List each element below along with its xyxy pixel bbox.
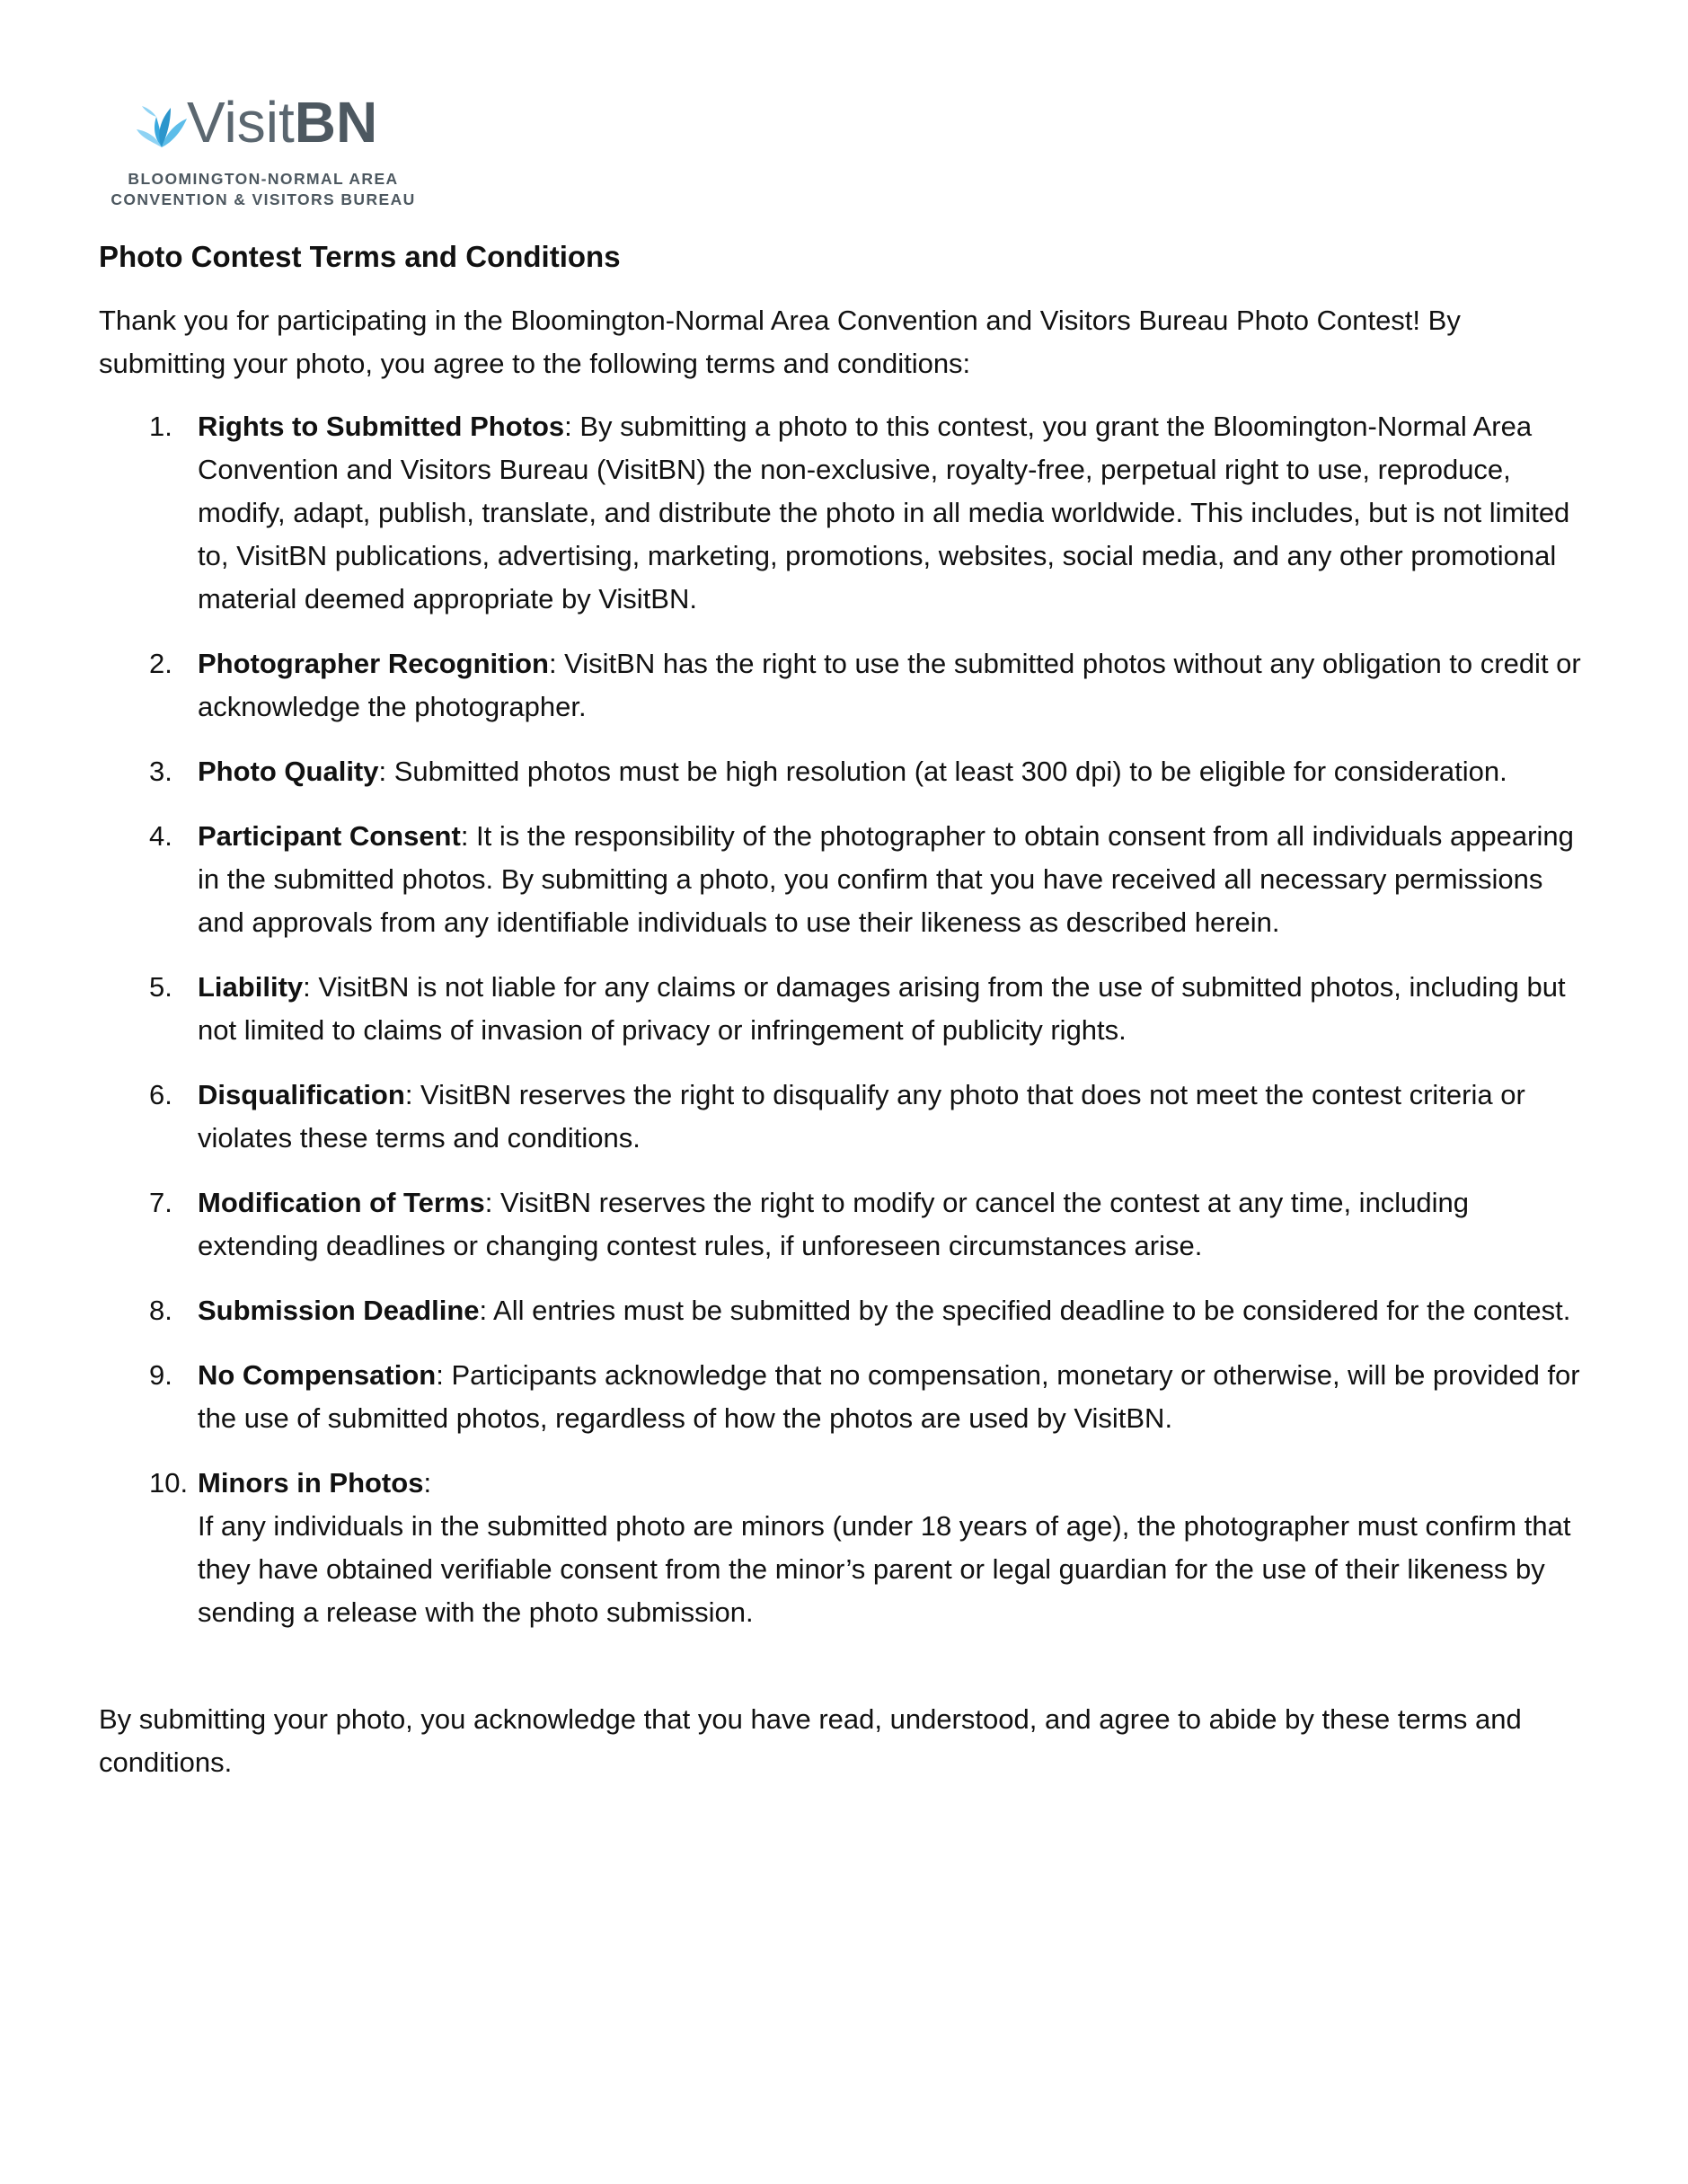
- term-heading: No Compensation: [198, 1359, 437, 1391]
- term-heading: Photographer Recognition: [198, 648, 549, 679]
- term-number: 4.: [149, 820, 172, 852]
- term-item-5: [99, 966, 1590, 1052]
- term-number: 9.: [149, 1359, 172, 1391]
- term-number: 7.: [149, 1187, 172, 1218]
- intro-paragraph: Thank you for participating in the Bloomington-Normal Area Convention and Visitors Bureau Photo Contest! By submitting your photo, you agree to the following terms and conditions:: [99, 305, 1461, 379]
- logo-wordmark: [187, 90, 377, 155]
- term-number: 8.: [149, 1295, 172, 1326]
- term-heading: Liability: [198, 971, 304, 1003]
- term-number: 5.: [149, 971, 172, 1003]
- visitbn-bird-logo-icon: [135, 99, 189, 149]
- term-item-1: [99, 405, 1590, 621]
- term-text: : VisitBN has the right to use the submitted photos without any obligation to credit or acknowledge the photographer.: [198, 648, 1581, 722]
- term-item-2: [99, 642, 1590, 729]
- term-item-7: [99, 1181, 1590, 1268]
- term-number: 2.: [149, 648, 172, 679]
- term-heading: Submission Deadline: [198, 1295, 480, 1326]
- term-item-9: [99, 1354, 1590, 1440]
- logo-subtitle-line1: BLOOMINGTON-NORMAL AREA: [128, 170, 399, 188]
- term-item-3: [99, 750, 1590, 793]
- term-number: 3.: [149, 756, 172, 787]
- document-title: Photo Contest Terms and Conditions: [99, 240, 621, 273]
- logo-word-visit: Visit: [187, 90, 295, 155]
- term-text: : By submitting a photo to this contest, you grant the Bloomington-Normal Area Convention and Visitors Bureau (VisitBN) the non-exclusive, royalty-free, perpetual right to use, reproduce, modify, adapt, publish, translate, and distribute the photo in all media worldwide. This includes, but is not limited to, VisitBN publications, advertising, marketing, promotions, websites, social media, and any other promotional material deemed appropriate by VisitBN.: [198, 411, 1570, 615]
- term-item-10: [99, 1462, 1590, 1634]
- term-text: : Participants acknowledge that no compensation, monetary or otherwise, will be provided for the use of submitted photos, regardless of how the photos are used by VisitBN.: [198, 1359, 1580, 1434]
- term-item-4: [99, 815, 1590, 944]
- logo-subtitle-line2: CONVENTION & VISITORS BUREAU: [110, 190, 416, 208]
- term-text: : VisitBN reserves the right to modify or cancel the contest at any time, including extending deadlines or changing contest rules, if unforeseen circumstances arise.: [198, 1187, 1470, 1261]
- term-item-6: [99, 1074, 1590, 1160]
- logo-subtitle: [97, 169, 429, 210]
- term-heading: Rights to Submitted Photos: [198, 411, 565, 442]
- term-heading: Modification of Terms: [198, 1187, 485, 1218]
- term-text: : It is the responsibility of the photographer to obtain consent from all individuals appearing in the submitted photos. By submitting a photo, you confirm that you have received all necessary permissions and approvals from any identifiable individuals to use their likeness as described herein.: [198, 820, 1574, 938]
- term-text: : VisitBN is not liable for any claims or damages arising from the use of submitted photos, including but not limited to claims of invasion of privacy or infringement of publicity rights.: [198, 971, 1566, 1046]
- term-heading: Participant Consent: [198, 820, 461, 852]
- logo-word-bn: BN: [294, 90, 378, 155]
- term-number: 10.: [149, 1467, 189, 1499]
- term-text: : Submitted photos must be high resolution (at least 300 dpi) to be eligible for consideration.: [378, 756, 1507, 787]
- visitbn-logo: [97, 90, 438, 211]
- term-item-8: [99, 1289, 1590, 1332]
- term-text: :: [423, 1467, 432, 1499]
- closing-paragraph: By submitting your photo, you acknowledge that you have read, understood, and agree to abide by these terms and conditions.: [99, 1703, 1522, 1778]
- terms-list: [99, 405, 1590, 1656]
- term-body: If any individuals in the submitted photo are minors (under 18 years of age), the photographer must confirm that they have obtained verifiable consent from the minor’s parent or legal guardian for the use of their likeness by sending a release with the photo submission.: [198, 1510, 1571, 1628]
- term-text: : All entries must be submitted by the specified deadline to be considered for the contest.: [479, 1295, 1571, 1326]
- term-number: 6.: [149, 1079, 172, 1110]
- term-heading: Minors in Photos: [198, 1467, 424, 1499]
- term-number: 1.: [149, 411, 172, 442]
- term-heading: Disqualification: [198, 1079, 405, 1110]
- term-text: : VisitBN reserves the right to disqualify any photo that does not meet the contest criteria or violates these terms and conditions.: [198, 1079, 1525, 1154]
- term-heading: Photo Quality: [198, 756, 379, 787]
